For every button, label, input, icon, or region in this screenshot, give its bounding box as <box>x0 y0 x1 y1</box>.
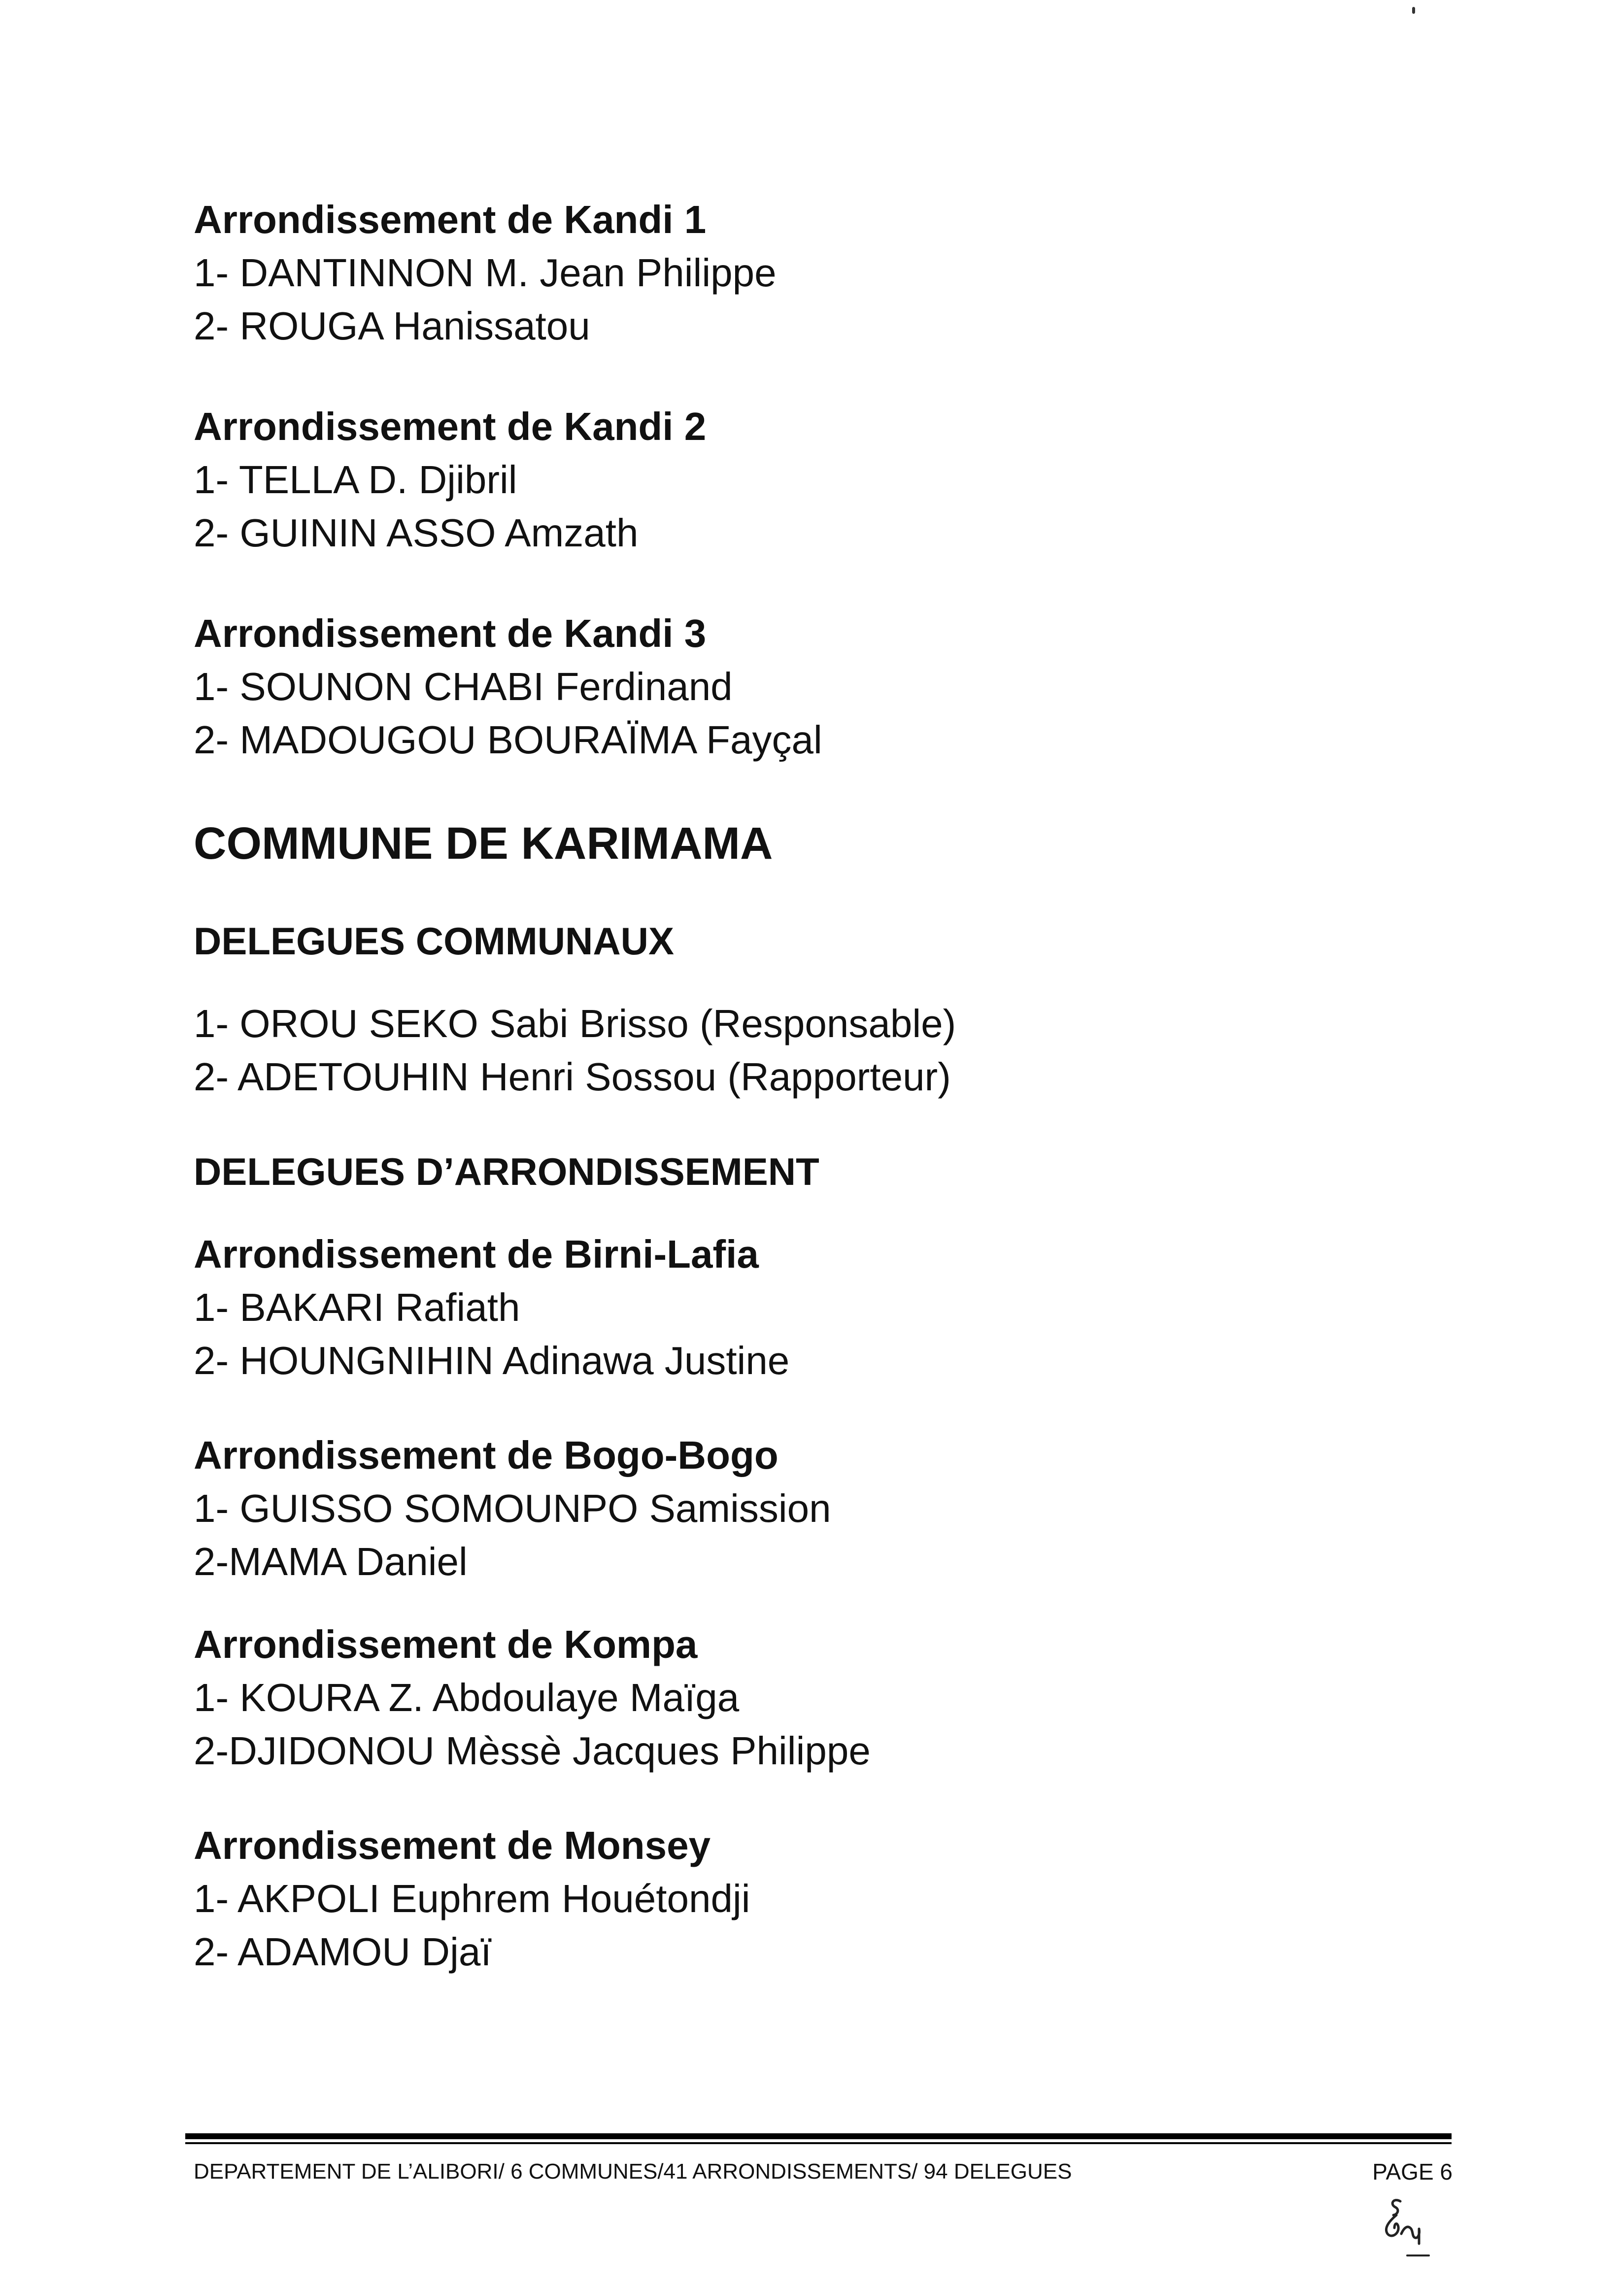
arrondissement-block <box>194 1819 1425 1979</box>
arrondissement-heading: Arrondissement de Kandi 3 <box>194 611 707 655</box>
handwritten-initials-icon <box>1370 2192 1439 2261</box>
member-line: 1- OROU SEKO Sabi Brisso (Responsable) <box>194 1002 956 1045</box>
member-line: 2-MAMA Daniel <box>194 1540 468 1583</box>
page-content <box>194 193 1425 1979</box>
footer-rule-thin <box>185 2142 1452 2144</box>
member-line: 2- ROUGA Hanissatou <box>194 304 590 348</box>
member-line: 2- ADETOUHIN Henri Sossou (Rapporteur) <box>194 1055 951 1099</box>
page-number: PAGE 6 <box>1372 2159 1453 2185</box>
member-line: 1- KOURA Z. Abdoulaye Maïga <box>194 1676 740 1719</box>
member-line: 1- GUISSO SOMOUNPO Samission <box>194 1486 831 1530</box>
arrondissement-block <box>194 1618 1425 1778</box>
arrondissement-block <box>194 193 1425 353</box>
member-line: 1- DANTINNON M. Jean Philippe <box>194 251 777 295</box>
section-title-delegues-communaux: DELEGUES COMMUNAUX <box>194 919 675 963</box>
member-line: 2- HOUNGNIHIN Adinawa Justine <box>194 1339 790 1382</box>
arrondissement-heading: Arrondissement de Kandi 1 <box>194 198 707 241</box>
arrondissement-heading: Arrondissement de Kandi 2 <box>194 404 707 448</box>
arrondissement-heading: Arrondissement de Birni-Lafia <box>194 1232 759 1276</box>
arrondissement-block <box>194 1228 1425 1387</box>
member-line: 2- ADAMOU Djaï <box>194 1930 492 1974</box>
member-line: 2- MADOUGOU BOURAÏMA Fayçal <box>194 718 822 762</box>
arrondissement-block <box>194 400 1425 560</box>
member-line: 2- GUININ ASSO Amzath <box>194 511 639 555</box>
member-line: 1- AKPOLI Euphrem Houétondji <box>194 1877 750 1920</box>
footer-text: DEPARTEMENT DE L’ALIBORI/ 6 COMMUNES/41 ARRONDISSEMENTS/ 94 DELEGUES <box>194 2159 1072 2184</box>
arrondissement-block <box>194 607 1425 767</box>
scan-mark <box>1412 7 1415 14</box>
member-line: 2-DJIDONOU Mèssè Jacques Philippe <box>194 1729 871 1773</box>
member-line: 1- TELLA D. Djibril <box>194 458 517 502</box>
commune-title: COMMUNE DE KARIMAMA <box>194 818 773 869</box>
arrondissement-block <box>194 1429 1425 1588</box>
arrondissement-heading: Arrondissement de Monsey <box>194 1823 711 1867</box>
member-line: 1- BAKARI Rafiath <box>194 1285 520 1329</box>
footer-rule <box>185 2133 1452 2139</box>
member-line: 1- SOUNON CHABI Ferdinand <box>194 665 733 708</box>
arrondissement-heading: Arrondissement de Bogo-Bogo <box>194 1433 778 1477</box>
arrondissement-heading: Arrondissement de Kompa <box>194 1622 698 1666</box>
section-title-delegues-arrondissement: DELEGUES D’ARRONDISSEMENT <box>194 1150 819 1193</box>
communal-delegates-list <box>194 997 1425 1104</box>
